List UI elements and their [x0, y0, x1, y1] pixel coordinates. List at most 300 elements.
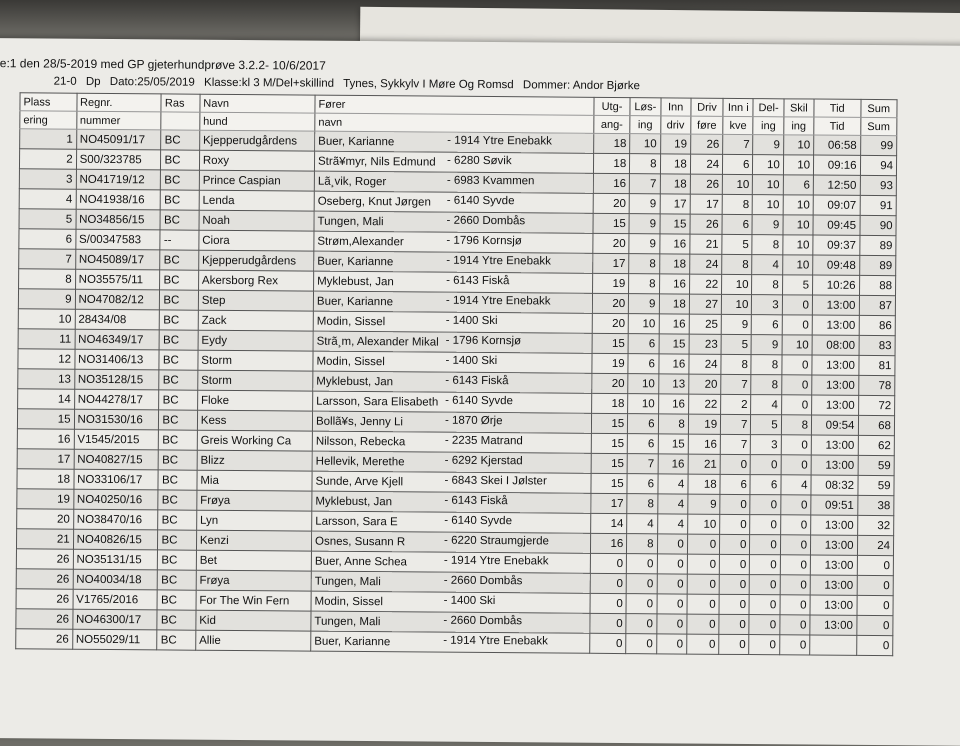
column-header: ing [630, 116, 660, 134]
regnr-cell: NO40826/15 [73, 529, 158, 550]
placement-cell: 26 [16, 569, 73, 589]
breed-cell: BC [159, 370, 198, 390]
score-cell: 9 [753, 135, 783, 155]
score-cell: 24 [857, 535, 894, 555]
score-cell: 18 [688, 474, 720, 494]
score-cell: 15 [591, 433, 628, 453]
column-header: Tid [814, 117, 861, 135]
regnr-cell: NO31530/16 [74, 409, 159, 430]
score-cell: 26 [690, 214, 722, 234]
dog-name-cell: For The Win Fern [196, 590, 311, 611]
breed-cell: BC [159, 430, 198, 450]
score-cell: 13:00 [812, 395, 859, 415]
handler-name: Larsson, Sara Elisabeth [316, 395, 439, 409]
score-cell: 17 [593, 253, 630, 273]
score-cell: 15 [593, 213, 630, 233]
score-cell: 5 [751, 415, 781, 435]
placement-cell: 26 [16, 589, 73, 609]
score-cell: 62 [858, 435, 895, 455]
score-cell: 7 [627, 454, 657, 474]
score-cell: 89 [859, 255, 896, 275]
breed-cell: BC [160, 290, 199, 310]
regnr-cell: V1545/2015 [74, 429, 159, 450]
score-cell: 24 [689, 254, 721, 274]
score-cell: 0 [780, 515, 810, 535]
handler-cell [313, 291, 592, 313]
handler-location: - 6143 Fiskå [444, 494, 508, 508]
placement-cell: 5 [19, 209, 76, 229]
score-cell: 19 [660, 134, 690, 154]
score-cell: 8 [721, 354, 751, 374]
score-cell: 26 [690, 134, 722, 154]
score-cell: 0 [780, 595, 810, 615]
score-cell: 0 [686, 634, 718, 654]
score-cell: 19 [688, 414, 720, 434]
handler-location: - 2235 Matrand [444, 434, 523, 448]
placement-cell: 15 [17, 409, 74, 429]
score-cell: 13:00 [812, 375, 859, 395]
handler-location: - 1914 Ytre Enebakk [447, 134, 552, 148]
score-cell: 0 [749, 615, 779, 635]
handler-cell [314, 251, 593, 273]
handler-cell [312, 451, 591, 473]
score-cell: 13:00 [812, 295, 859, 315]
score-cell: 72 [858, 395, 895, 415]
score-cell: 18 [593, 133, 630, 153]
placement-cell: 26 [16, 609, 73, 629]
score-cell: 13:00 [810, 575, 857, 595]
column-header: Utg- [594, 97, 630, 115]
score-cell: 6 [750, 475, 780, 495]
score-cell: 0 [656, 634, 686, 654]
score-cell: 7 [721, 374, 751, 394]
regnr-cell: NO55029/11 [72, 629, 157, 650]
dog-name-cell: Allie [196, 630, 311, 651]
score-cell: 8 [629, 254, 659, 274]
score-cell: 20 [592, 313, 629, 333]
score-cell: 8 [629, 274, 659, 294]
placement-cell: 9 [18, 289, 75, 309]
score-cell: 91 [860, 195, 897, 215]
score-cell: 22 [688, 394, 720, 414]
score-cell: 13:00 [811, 515, 858, 535]
score-cell: 23 [689, 334, 721, 354]
score-cell: 94 [860, 155, 897, 175]
score-cell: 0 [780, 535, 810, 555]
score-cell: 0 [720, 534, 750, 554]
handler-cell [313, 351, 592, 373]
placement-cell: 11 [18, 329, 75, 349]
regnr-cell: NO41938/16 [76, 189, 161, 210]
score-cell: 7 [723, 134, 753, 154]
score-cell: 0 [750, 495, 780, 515]
handler-location: - 2660 Dombås [443, 574, 523, 588]
score-cell: 0 [750, 535, 780, 555]
regnr-cell: NO44278/17 [74, 389, 159, 410]
handler-location: - 6292 Kjerstad [444, 454, 523, 468]
handler-location: - 1400 Ski [445, 314, 498, 328]
score-cell: 6 [752, 315, 782, 335]
event-dp: Dp [85, 75, 101, 88]
breed-cell: BC [158, 470, 197, 490]
dog-name-cell: Storm [198, 350, 313, 371]
handler-cell [312, 491, 591, 513]
score-cell: 0 [590, 613, 627, 633]
column-header: Løs- [630, 98, 660, 116]
score-cell: 10 [753, 175, 783, 195]
breed-cell: BC [157, 630, 196, 650]
handler-cell [314, 191, 593, 213]
column-header: ering [20, 111, 77, 129]
regnr-cell: NO33106/17 [74, 469, 159, 490]
score-cell: 7 [721, 414, 751, 434]
column-header: ing [783, 117, 813, 135]
score-cell: 0 [780, 615, 810, 635]
score-cell: 09:45 [813, 215, 860, 235]
score-cell: 10 [628, 314, 658, 334]
score-cell: 9 [629, 214, 659, 234]
column-header: navn [315, 113, 594, 133]
column-header: driv [660, 116, 690, 134]
score-cell: 15 [592, 333, 629, 353]
dog-name-cell: Noah [199, 210, 314, 231]
score-cell: 0 [750, 515, 780, 535]
score-cell: 0 [857, 555, 894, 575]
score-cell: 0 [626, 574, 656, 594]
placement-cell: 1 [20, 129, 77, 149]
handler-name: Oseberg, Knut Jørgen [317, 195, 431, 209]
score-cell: 4 [657, 474, 687, 494]
dog-name-cell: Step [198, 290, 313, 311]
column-header: Fører [315, 95, 594, 115]
regnr-cell: NO46349/17 [75, 329, 160, 350]
score-cell: 6 [720, 474, 750, 494]
score-cell: 0 [687, 554, 719, 574]
score-cell: 18 [659, 254, 689, 274]
regnr-cell: NO40250/16 [73, 489, 158, 510]
handler-name: Tungen, Mali [314, 575, 381, 588]
handler-location: - 6843 Skei I Jølster [444, 474, 547, 488]
score-cell: 16 [658, 354, 688, 374]
score-cell: 0 [781, 455, 811, 475]
score-cell: 8 [658, 414, 688, 434]
breed-cell: BC [159, 330, 198, 350]
breed-cell: BC [158, 530, 197, 550]
score-cell: 10 [753, 155, 783, 175]
handler-cell [311, 591, 590, 613]
score-cell: 0 [782, 295, 812, 315]
placement-cell: 16 [17, 429, 74, 449]
score-cell: 0 [779, 635, 809, 655]
handler-location: - 1796 Kornsjø [446, 234, 522, 248]
regnr-cell: NO34856/15 [76, 209, 161, 230]
score-cell: 0 [719, 614, 749, 634]
score-cell: 9 [752, 215, 782, 235]
breed-cell: BC [159, 350, 198, 370]
handler-cell [313, 371, 592, 393]
score-cell: 10 [722, 274, 752, 294]
score-cell: 6 [627, 434, 657, 454]
placement-cell: 21 [16, 529, 73, 549]
dog-name-cell: Greis Working Ca [197, 430, 312, 451]
score-cell: 38 [857, 495, 894, 515]
score-cell: 0 [749, 595, 779, 615]
score-cell: 10 [630, 134, 660, 154]
score-cell: 15 [658, 434, 688, 454]
placement-cell: 19 [17, 489, 74, 509]
score-cell: 0 [626, 614, 656, 634]
score-cell: 20 [689, 374, 721, 394]
score-cell: 87 [859, 295, 896, 315]
score-cell: 0 [856, 595, 893, 615]
score-cell: 8 [781, 415, 811, 435]
score-cell: 89 [859, 235, 896, 255]
score-cell: 9 [721, 314, 751, 334]
placement-cell: 14 [18, 389, 75, 409]
score-cell: 93 [860, 175, 897, 195]
score-cell: 0 [687, 574, 719, 594]
regnr-cell: NO35128/15 [74, 369, 159, 390]
regnr-cell: NO38470/16 [73, 509, 158, 530]
score-cell: 8 [751, 375, 781, 395]
handler-name: Tungen, Mali [314, 615, 381, 628]
breed-cell: BC [161, 150, 200, 170]
score-cell: 78 [858, 375, 895, 395]
regnr-cell: V1765/2016 [73, 589, 158, 610]
score-cell: 9 [688, 494, 720, 514]
handler-location: - 6143 Fiskå [446, 274, 510, 288]
handler-cell [311, 571, 590, 593]
score-cell: 8 [722, 194, 752, 214]
breed-cell: BC [161, 190, 200, 210]
placement-cell: 12 [18, 349, 75, 369]
breed-cell: BC [159, 410, 198, 430]
placement-cell: 13 [18, 369, 75, 389]
score-cell: 4 [751, 395, 781, 415]
score-cell: 16 [658, 394, 688, 414]
score-cell: 15 [591, 413, 628, 433]
placement-cell: 20 [17, 509, 74, 529]
dog-name-cell: Roxy [199, 150, 314, 171]
score-cell: 19 [592, 353, 629, 373]
score-cell: 16 [659, 274, 689, 294]
score-cell: 10 [783, 215, 813, 235]
score-cell: 18 [660, 174, 690, 194]
dog-name-cell: Lenda [199, 190, 314, 211]
score-cell: 90 [859, 215, 896, 235]
regnr-cell: NO45089/17 [75, 249, 160, 270]
score-cell: 0 [719, 554, 749, 574]
placement-cell: 8 [19, 269, 76, 289]
breed-cell: BC [160, 310, 199, 330]
score-cell: 9 [751, 335, 781, 355]
score-cell: 7 [630, 174, 660, 194]
handler-location: - 6140 Syvde [445, 394, 513, 408]
score-cell: 16 [658, 454, 688, 474]
score-cell: 21 [690, 234, 722, 254]
handler-name: Strã¥myr, Nils Edmund [317, 155, 436, 169]
score-cell: 0 [719, 594, 749, 614]
handler-cell [311, 551, 590, 573]
dog-name-cell: Eydy [198, 330, 313, 351]
handler-cell [313, 391, 592, 413]
placement-cell: 18 [17, 469, 74, 489]
regnr-cell: NO35575/11 [75, 269, 160, 290]
handler-name: Sunde, Arve Kjell [315, 475, 404, 488]
handler-cell [314, 231, 593, 253]
score-cell: 0 [782, 315, 812, 335]
score-cell: 10 [783, 195, 813, 215]
score-cell: 0 [750, 555, 780, 575]
handler-cell [315, 131, 594, 153]
score-cell: 25 [689, 314, 721, 334]
score-cell: 09:37 [813, 235, 860, 255]
event-class: Klasse:kl 3 M/Del+skillind [203, 76, 335, 90]
regnr-cell: NO35131/15 [73, 549, 158, 570]
handler-location: - 1400 Ski [445, 354, 498, 368]
score-cell: 16 [593, 173, 630, 193]
score-cell: 20 [592, 293, 629, 313]
handler-location: - 1914 Ytre Enebakk [443, 634, 548, 648]
score-cell: 0 [749, 635, 779, 655]
score-cell: 09:48 [813, 255, 860, 275]
handler-name: Bollã¥s, Jenny Li [315, 415, 403, 428]
handler-name: Nilsson, Rebecka [315, 435, 406, 448]
handler-cell [311, 531, 590, 553]
handler-location: - 1914 Ytre Enebakk [446, 254, 551, 268]
score-cell: 68 [858, 415, 895, 435]
score-cell: 17 [690, 194, 722, 214]
column-header: Inn [660, 98, 690, 116]
score-cell: 13:00 [812, 355, 859, 375]
score-cell: 0 [657, 594, 687, 614]
regnr-cell: NO41719/12 [76, 169, 161, 190]
regnr-cell: NO40034/18 [73, 569, 158, 590]
score-cell: 0 [720, 514, 750, 534]
handler-name: Buer, Karianne [316, 295, 394, 308]
handler-name: Modin, Sissel [316, 315, 386, 328]
score-cell: 0 [781, 375, 811, 395]
score-cell: 0 [720, 454, 750, 474]
column-header: føre [691, 116, 723, 134]
column-header [161, 112, 200, 130]
score-cell: 14 [590, 513, 627, 533]
placement-cell: 6 [19, 229, 76, 249]
handler-name: Buer, Karianne [317, 255, 394, 268]
score-cell: 0 [626, 634, 656, 654]
score-cell: 0 [720, 494, 750, 514]
breed-cell: -- [160, 230, 199, 250]
column-header: Ras [161, 94, 200, 112]
score-cell: 32 [857, 515, 894, 535]
handler-name: Osnes, Susann R [315, 535, 406, 548]
handler-location: - 1400 Ski [443, 594, 496, 608]
score-cell: 8 [752, 275, 782, 295]
breed-cell: BC [160, 270, 199, 290]
score-cell: 15 [659, 334, 689, 354]
handler-name: Lã¸vik, Roger [317, 175, 387, 188]
score-cell: 19 [592, 273, 629, 293]
score-cell: 9 [629, 194, 659, 214]
score-cell: 27 [689, 294, 721, 314]
handler-cell [312, 471, 591, 493]
dog-name-cell: Prince Caspian [199, 170, 314, 191]
score-cell: 0 [687, 614, 719, 634]
handler-location: - 6280 Søvik [447, 154, 512, 168]
score-cell: 8 [722, 254, 752, 274]
score-cell: 0 [751, 455, 781, 475]
column-header: Navn [200, 94, 315, 113]
score-cell: 13 [658, 374, 688, 394]
column-header: Tid [814, 99, 861, 117]
regnr-cell: NO31406/13 [74, 349, 159, 370]
score-cell: 0 [780, 575, 810, 595]
column-header: Sum [860, 117, 897, 135]
handler-cell [313, 331, 592, 353]
score-cell: 09:51 [811, 495, 858, 515]
score-cell [810, 635, 857, 655]
event-code: 21-0 [53, 75, 77, 88]
score-cell: 26 [690, 174, 722, 194]
results-table [15, 92, 897, 656]
handler-name: Hellevik, Merethe [315, 455, 405, 468]
breed-cell: BC [159, 450, 198, 470]
handler-cell [314, 171, 593, 193]
score-cell: 17 [660, 194, 690, 214]
score-cell: 0 [780, 555, 810, 575]
score-cell: 86 [859, 315, 896, 335]
handler-name: Strøm,Alexander [317, 235, 404, 248]
score-cell: 9 [629, 234, 659, 254]
column-header: Skil [784, 99, 814, 117]
score-cell: 6 [723, 154, 753, 174]
score-cell: 16 [659, 314, 689, 334]
score-cell: 09:16 [813, 155, 860, 175]
score-cell: 7 [720, 434, 750, 454]
score-cell: 10 [783, 155, 813, 175]
score-cell: 88 [859, 275, 896, 295]
handler-cell [312, 411, 591, 433]
score-cell: 10 [687, 514, 719, 534]
handler-location: - 1796 Kornsjø [445, 334, 522, 348]
dog-name-cell: Akersborg Rex [198, 270, 313, 291]
score-cell: 15 [659, 214, 689, 234]
handler-location: - 6143 Fiskå [445, 374, 509, 388]
score-cell: 15 [591, 473, 628, 493]
breed-cell: BC [160, 210, 199, 230]
sheet-title: e:1 den 28/5-2019 med GP gjeterhundprøve 3.2.2- 10/6/2017 [0, 56, 326, 73]
score-cell: 16 [688, 434, 720, 454]
score-cell: 20 [593, 193, 630, 213]
score-cell: 16 [590, 533, 627, 553]
score-cell: 10 [722, 174, 752, 194]
score-cell: 13:00 [811, 455, 858, 475]
column-header: ang- [594, 115, 630, 133]
dog-name-cell: Mia [197, 470, 312, 491]
handler-cell [312, 511, 591, 533]
score-cell: 0 [590, 633, 627, 653]
handler-cell [314, 271, 593, 293]
score-cell: 0 [719, 634, 749, 654]
score-cell: 8 [752, 235, 782, 255]
handler-location: - 6220 Straumgjerde [444, 534, 549, 548]
handler-location: - 1870 Ørje [444, 414, 503, 428]
score-cell: 08:00 [812, 335, 859, 355]
handler-cell [312, 431, 591, 453]
score-cell: 17 [591, 493, 628, 513]
handler-cell [314, 211, 593, 233]
score-cell: 3 [752, 295, 782, 315]
